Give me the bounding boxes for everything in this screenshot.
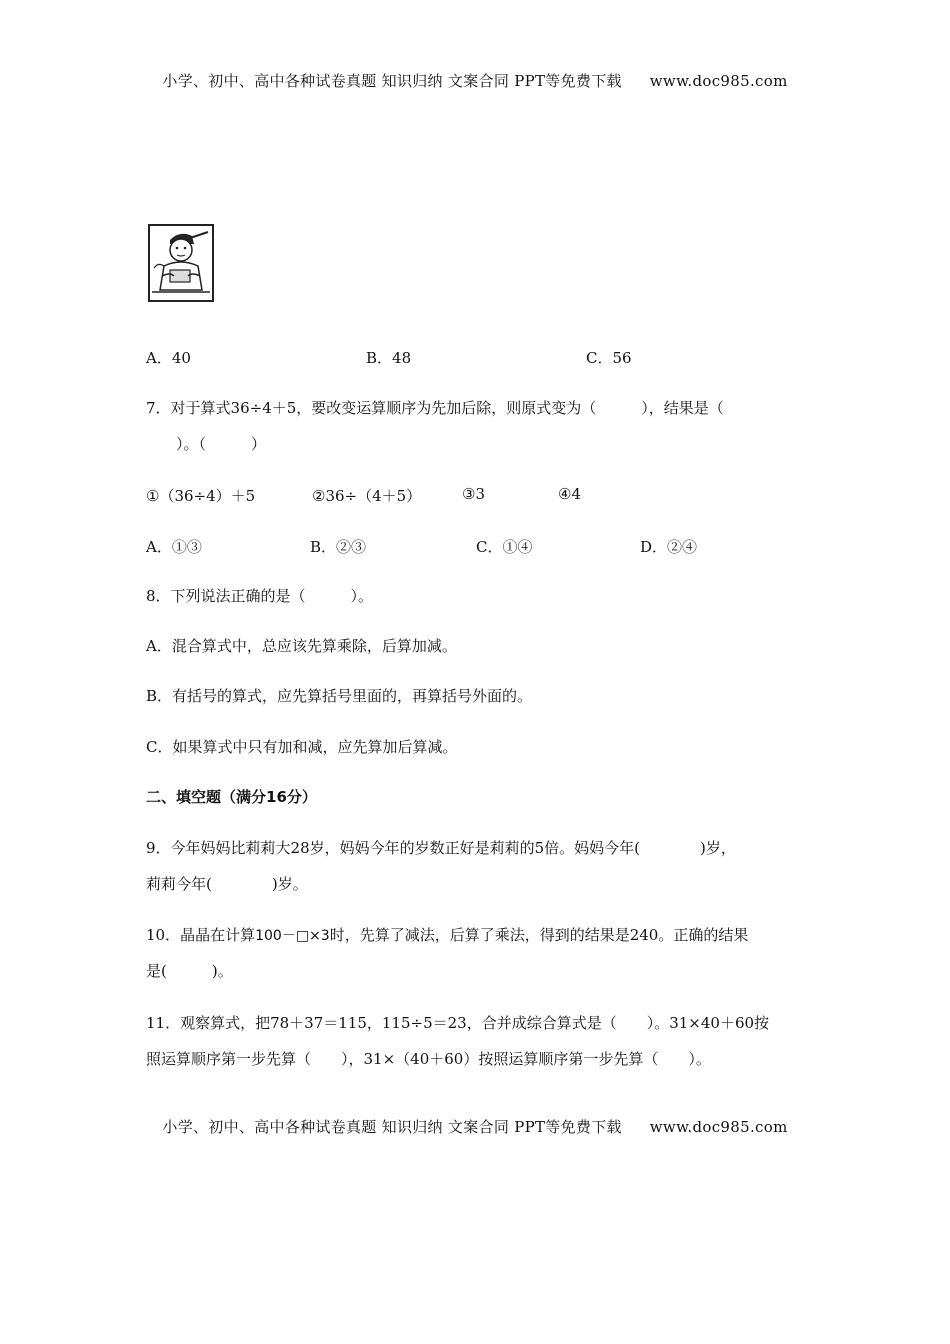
q8-option-b: B．有括号的算式，应先算括号里面的，再算括号外面的。 bbox=[146, 687, 533, 705]
q10-line1 bbox=[146, 925, 748, 946]
q7-choice-2: ②36÷（4＋5） bbox=[312, 487, 422, 505]
q7-option-a: A．①③ bbox=[146, 538, 202, 556]
q7-option-b: B．②③ bbox=[310, 538, 367, 556]
q10-expression: 100－□×3 bbox=[255, 928, 330, 944]
q10-suffix: 时，先算了减法，后算了乘法，得到的结果是240。正确的结果 bbox=[329, 926, 749, 944]
footer-text: 小学、初中、高中各种试卷真题 知识归纳 文案合同 PPT等免费下载 bbox=[162, 1118, 622, 1136]
q9-line1: 9．今年妈妈比莉莉大28岁，妈妈今年的岁数正好是莉莉的5倍。妈妈今年( )岁， bbox=[146, 839, 736, 857]
q6-option-b: B．48 bbox=[366, 349, 412, 367]
header-text: 小学、初中、高中各种试卷真题 知识归纳 文案合同 PPT等免费下载 bbox=[162, 72, 622, 90]
boy-drawing-icon bbox=[150, 226, 212, 300]
page-footer bbox=[0, 1116, 950, 1137]
q8-option-c: C．如果算式中只有加和减，应先算加后算减。 bbox=[146, 738, 458, 756]
q6-option-a: A．40 bbox=[146, 349, 191, 367]
q7-choice-1: ①（36÷4）＋5 bbox=[146, 487, 256, 505]
q7-option-d: D．②④ bbox=[640, 538, 698, 556]
q7-option-c: C．①④ bbox=[476, 538, 533, 556]
q8-option-a: A．混合算式中，总应该先算乘除，后算加减。 bbox=[146, 637, 457, 655]
footer-site-link[interactable]: www.doc985.com bbox=[649, 1118, 788, 1136]
cartoon-boy-illustration bbox=[148, 224, 214, 302]
q7-stem-line2: ）。（ ） bbox=[146, 435, 267, 453]
q7-choice-3: ③3 bbox=[462, 485, 485, 503]
header-site-link[interactable]: www.doc985.com bbox=[649, 72, 788, 90]
q8-stem: 8．下列说法正确的是（ ）。 bbox=[146, 587, 374, 605]
section-title-fill-blank: 二、填空题（满分16分） bbox=[146, 788, 317, 806]
q10-prefix: 10．晶晶在计算 bbox=[146, 926, 256, 944]
q11-line2: 照运算顺序第一步先算（ ），31×（40＋60）按照运算顺序第一步先算（ ）。 bbox=[146, 1050, 711, 1068]
page-header bbox=[0, 70, 950, 91]
q10-line2: 是( )。 bbox=[146, 962, 233, 980]
q7-stem-line1: 7．对于算式36÷4＋5，要改变运算顺序为先加后除，则原式变为（ ），结果是（ bbox=[146, 399, 724, 417]
q7-choice-4: ④4 bbox=[558, 485, 581, 503]
q11-line1: 11．观察算式，把78＋37＝115，115÷5＝23，合并成综合算式是（ ）。31×40＋60按 bbox=[146, 1014, 770, 1032]
q9-line2: 莉莉今年( )岁。 bbox=[146, 875, 308, 893]
q6-option-c: C．56 bbox=[586, 349, 632, 367]
